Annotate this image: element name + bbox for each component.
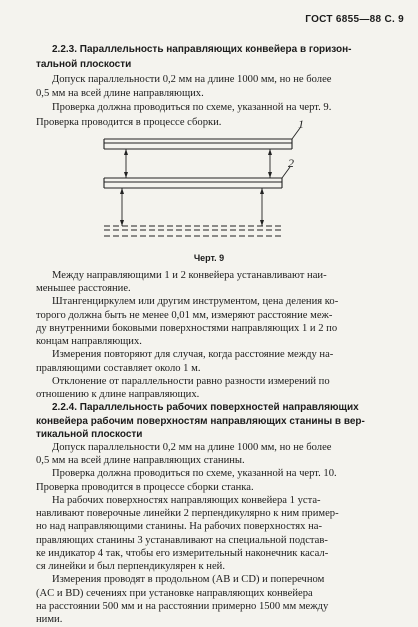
label-1: 1 <box>298 117 304 131</box>
text-line: 2.2.4. Параллельность рабочих поверхностей направляющих <box>52 402 359 414</box>
text-line: навливают поверочные линейки 2 перпендикулярно к ним пример- <box>36 508 339 520</box>
text-line: ними. <box>36 614 63 625</box>
text-line: отношению к длине направляющих. <box>36 389 200 401</box>
figure-caption: Черт. 9 <box>193 253 225 263</box>
text-line: Проверка должна проводиться по схеме, указанной на черт. 9. <box>52 102 332 113</box>
text-line: ся линейки и был перпендикулярен к ней. <box>36 561 226 573</box>
text-line: меньшее расстояние. <box>36 283 131 295</box>
text-line: ду внутренними боковыми поверхностями направляющих 1 и 2 по <box>36 322 338 334</box>
label-2: 2 <box>288 156 294 170</box>
text-line: Измерения повторяют для случая, когда расстояние между на- <box>52 349 334 361</box>
text-line: Между направляющими 1 и 2 конвейера устанавливают наи- <box>52 270 327 281</box>
text-line: но над направляющими станины. На рабочих поверхностях на- <box>36 521 322 533</box>
text-line: на расстоянии 500 мм и на расстоянии примерно 1500 мм между <box>36 600 329 612</box>
text-line: 0,5 мм на всей длине направляющих. <box>36 88 204 99</box>
text-line: правляющих станины 3 устанавливают на специальной подстав- <box>36 534 328 546</box>
text-line: Проверка проводится в процессе сборки станка. <box>36 481 254 493</box>
text-line: (AC и BD) сечениях при установке направляющих конвейера <box>36 587 313 599</box>
text-line: конвейера рабочим поверхностям направляющих станины в вер- <box>36 415 365 427</box>
text-line: тикальной плоскости <box>36 428 143 440</box>
text-line: 2.2.3. Параллельность направляющих конвейера в горизон- <box>52 44 352 55</box>
text-line: Проверка должна проводиться по схеме, указанной на черт. 10. <box>52 468 337 480</box>
text-line: Проверка проводится в процессе сборки. <box>36 117 222 128</box>
guide-rail-dashed <box>104 226 282 236</box>
text-line: Допуск параллельности 0,2 мм на длине 1000 мм, но не более <box>52 442 332 453</box>
guide-rail-2 <box>104 178 282 188</box>
text-line: ке индикатор 4 так, чтобы его измерительный наконечник касал- <box>36 547 329 559</box>
text-line: 0,5 мм на всей длине направляющих станины. <box>36 455 245 467</box>
text-line: На рабочих поверхностях направляющих конвейера 1 уста- <box>52 494 321 506</box>
text-line: Измерения проводят в продольном (AB и CD) и поперечном <box>52 574 325 586</box>
guide-rail-1 <box>104 139 292 149</box>
text-line: тальной плоскости <box>36 59 132 70</box>
page-header: ГОСТ 6855—88 С. 9 <box>305 14 404 25</box>
text-line: концам направляющих. <box>36 336 142 348</box>
text-line: Штангенциркулем или другим инструментом, цена деления ко- <box>52 296 339 308</box>
text-line: правляющими составляет около 1 м. <box>36 362 201 374</box>
text-line: Допуск параллельности 0,2 мм на длине 1000 мм, но не более <box>52 74 332 85</box>
text-line: торого должна быть не менее 0,01 мм, измеряют расстояние меж- <box>36 309 333 321</box>
text-line: Отклонение от параллельности равно разности измерений по <box>52 375 330 387</box>
